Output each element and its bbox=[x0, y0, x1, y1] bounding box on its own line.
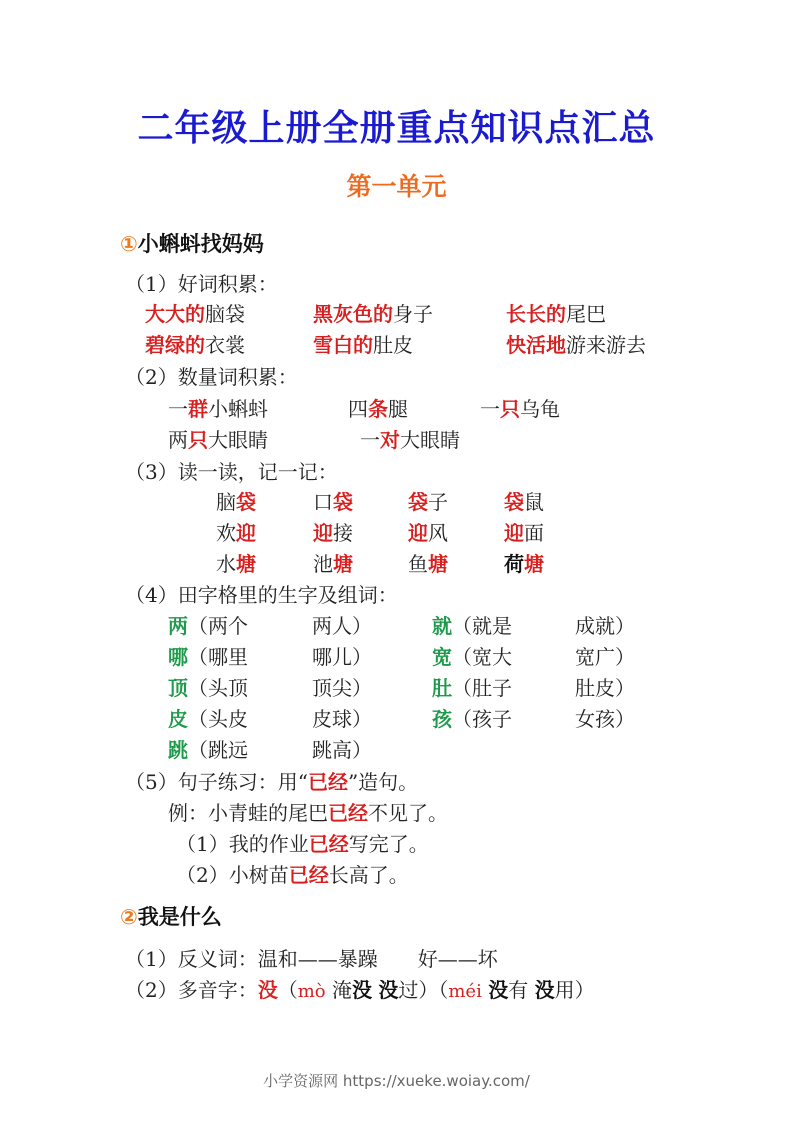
read-word: 袋子 bbox=[408, 490, 448, 514]
char-entry: 孩（孩子 bbox=[432, 707, 512, 731]
char-word: 哪儿） bbox=[312, 645, 372, 669]
section-3-label: （3）读一读，记一记： bbox=[125, 460, 338, 484]
char-entry: 哪（哪里 bbox=[168, 645, 248, 669]
char-word: 成就） bbox=[575, 614, 635, 638]
measure-word: 两只大眼睛 bbox=[168, 428, 268, 452]
char-entry: 两（两个 bbox=[168, 614, 248, 638]
char-entry: 顶（头顶 bbox=[168, 676, 248, 700]
lesson-1-heading bbox=[120, 228, 264, 258]
lesson-2-heading bbox=[120, 901, 222, 931]
char-word: 跳高） bbox=[312, 738, 372, 762]
read-word: 迎面 bbox=[504, 521, 544, 545]
good-word: 快活地游来游去 bbox=[506, 333, 646, 357]
measure-word: 一对大眼睛 bbox=[360, 428, 460, 452]
measure-word: 一群小蝌蚪 bbox=[168, 397, 268, 421]
read-word: 口袋 bbox=[313, 490, 353, 514]
char-word: 女孩） bbox=[575, 707, 635, 731]
read-word: 脑袋 bbox=[216, 490, 256, 514]
char-entry: 皮（头皮 bbox=[168, 707, 248, 731]
char-word: 皮球） bbox=[312, 707, 372, 731]
measure-word: 四条腿 bbox=[348, 397, 408, 421]
good-word: 碧绿的衣裳 bbox=[145, 333, 245, 357]
char-entry: 就（就是 bbox=[432, 614, 512, 638]
char-entry: 跳（跳远 bbox=[168, 738, 248, 762]
good-word: 大大的脑袋 bbox=[145, 302, 245, 326]
char-entry: 肚（肚子 bbox=[432, 676, 512, 700]
char-word: 顶尖） bbox=[312, 676, 372, 700]
char-word: 肚皮） bbox=[575, 676, 635, 700]
lesson-2-title: 我是什么 bbox=[137, 905, 222, 929]
footer-watermark: 小学资源网 https://xueke.woiay.com/ bbox=[263, 1072, 530, 1090]
read-word: 迎风 bbox=[408, 521, 448, 545]
example-sentence: 例：小青蛙的尾巴已经不见了。 bbox=[168, 801, 448, 825]
read-word: 荷塘 bbox=[504, 552, 544, 576]
good-word: 黑灰色的身子 bbox=[313, 302, 433, 326]
section-4-label: （4）田字格里的生字及组词： bbox=[125, 583, 398, 607]
read-word: 迎接 bbox=[313, 521, 353, 545]
read-word: 欢迎 bbox=[216, 521, 256, 545]
char-word: 两人） bbox=[312, 614, 372, 638]
measure-word: 一只乌龟 bbox=[480, 397, 560, 421]
section-2-label: （2）数量词积累： bbox=[125, 365, 298, 389]
good-word: 长长的尾巴 bbox=[506, 302, 606, 326]
read-word: 水塘 bbox=[216, 552, 256, 576]
answer-sentence: （1）我的作业已经写完了。 bbox=[176, 832, 429, 856]
char-entry: 宽（宽大 bbox=[432, 645, 512, 669]
char-word: 宽广） bbox=[575, 645, 635, 669]
circled-number-2: ② bbox=[120, 905, 138, 929]
circled-number-1: ① bbox=[120, 232, 138, 256]
read-word: 鱼塘 bbox=[408, 552, 448, 576]
polyphone-line: （2）多音字：没（mò 淹没 没过）（méi 没有 没用） bbox=[125, 978, 595, 1002]
read-word: 袋鼠 bbox=[504, 490, 544, 514]
page-title: 二年级上册全册重点知识点汇总 bbox=[137, 107, 656, 149]
good-word: 雪白的肚皮 bbox=[313, 333, 413, 357]
read-word: 池塘 bbox=[313, 552, 353, 576]
section-5-label: （5）句子练习：用“已经”造句。 bbox=[125, 770, 419, 794]
section-1-label: （1）好词积累： bbox=[125, 272, 278, 296]
antonyms-line: （1）反义词：温和——暴躁 好——坏 bbox=[125, 947, 498, 971]
unit-heading: 第一单元 bbox=[346, 172, 447, 201]
lesson-1-title: 小蝌蚪找妈妈 bbox=[137, 232, 264, 256]
answer-sentence: （2）小树苗已经长高了。 bbox=[176, 863, 409, 887]
